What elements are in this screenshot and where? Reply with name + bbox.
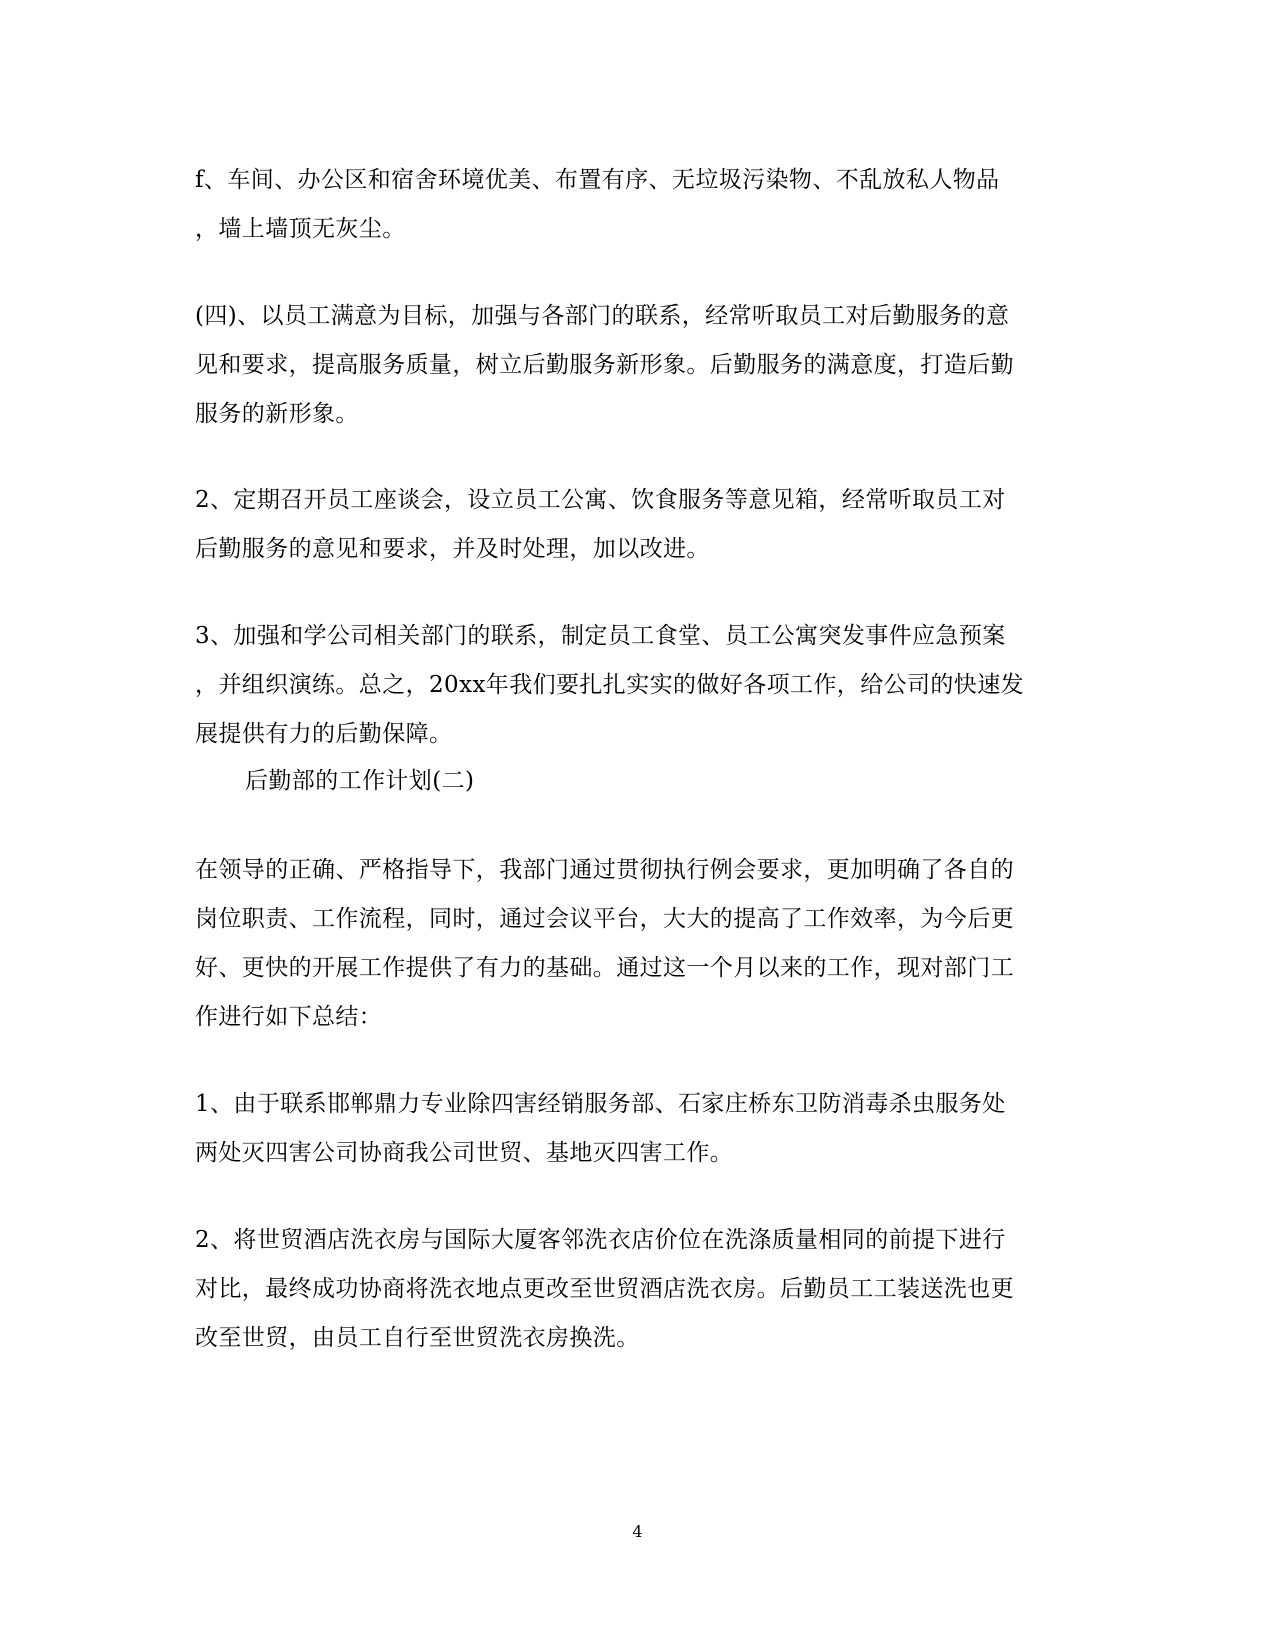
text-line: 岗位职责、工作流程，同时，通过会议平台，大大的提高了工作效率，为今后更 bbox=[195, 906, 1014, 932]
text-line: 两处灭四害公司协商我公司世贸、基地灭四害工作。 bbox=[195, 1140, 734, 1166]
text-line: (四)、以员工满意为目标，加强与各部门的联系，经常听取员工对后勤服务的意 bbox=[195, 303, 1010, 329]
text-line: ，墙上墙顶无灰尘。 bbox=[195, 216, 406, 242]
text-line: 1、由于联系邯郸鼎力专业除四害经销服务部、石家庄桥东卫防消毒杀虫服务处 bbox=[195, 1091, 1006, 1117]
text-line: 服务的新形象。 bbox=[195, 401, 359, 427]
paragraph-item-2-meetings bbox=[195, 476, 1075, 574]
text-line: 好、更快的开展工作提供了有力的基础。通过这一个月以来的工作，现对部门工 bbox=[195, 955, 1014, 981]
text-line: ，并组织演练。总之，20xx年我们要扎扎实实的做好各项工作，给公司的快速发 bbox=[195, 672, 1025, 698]
text-line: 后勤服务的意见和要求，并及时处理，加以改进。 bbox=[195, 536, 710, 562]
text-line: 作进行如下总结： bbox=[195, 1004, 383, 1030]
text-line: f、车间、办公区和宿舍环境优美、布置有序、无垃圾污染物、不乱放私人物品 bbox=[195, 167, 1000, 193]
text-line: 在领导的正确、严格指导下，我部门通过贯彻执行例会要求，更加明确了各自的 bbox=[195, 857, 1014, 883]
paragraph-employee-satisfaction bbox=[195, 292, 1075, 439]
text-line: 2、将世贸酒店洗衣房与国际大厦客邻洗衣店价位在洗涤质量相同的前提下进行 bbox=[195, 1227, 1006, 1253]
text-line: 见和要求，提高服务质量，树立后勤服务新形象。后勤服务的满意度，打造后勤 bbox=[195, 352, 1014, 378]
text-line: 展提供有力的后勤保障。 bbox=[195, 721, 453, 747]
paragraph-item-1-pest-control bbox=[195, 1080, 1075, 1178]
page-number: 4 bbox=[632, 1522, 643, 1541]
paragraph-environment bbox=[195, 156, 1075, 254]
text-line: 2、定期召开员工座谈会，设立员工公寓、饮食服务等意见箱，经常听取员工对 bbox=[195, 487, 1006, 513]
text-line: 3、加强和学公司相关部门的联系，制定员工食堂、员工公寓突发事件应急预案 bbox=[195, 623, 1006, 649]
section-heading: 后勤部的工作计划(二) bbox=[245, 768, 475, 794]
paragraph-item-2-laundry bbox=[195, 1216, 1075, 1363]
paragraph-summary-intro bbox=[195, 846, 1075, 1042]
text-line: 对比，最终成功协商将洗衣地点更改至世贸酒店洗衣房。后勤员工工装送洗也更 bbox=[195, 1276, 1014, 1302]
text-line: 改至世贸，由员工自行至世贸洗衣房换洗。 bbox=[195, 1325, 640, 1351]
paragraph-item-3-contingency bbox=[195, 612, 1075, 759]
